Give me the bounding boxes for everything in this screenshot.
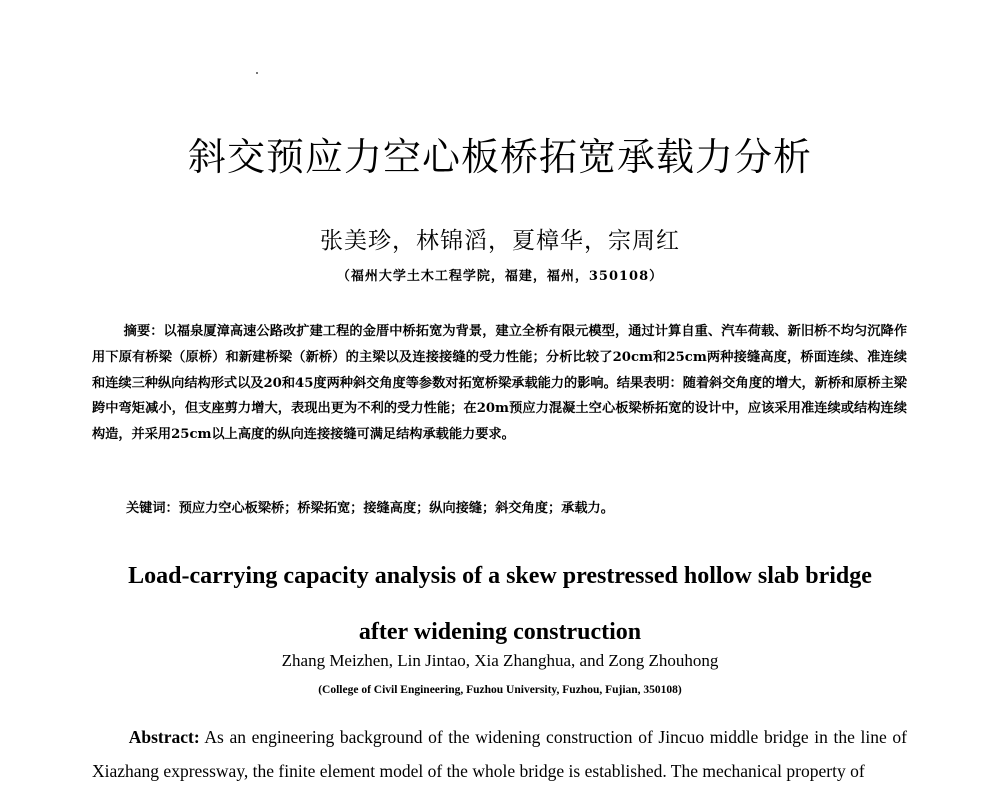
english-title [0, 548, 1000, 660]
scan-speck [256, 72, 258, 74]
english-abstract-label: Abstract: [128, 727, 200, 747]
chinese-abstract-text: 以福泉厦漳高速公路改扩建工程的金厝中桥拓宽为背景，建立全桥有限元模型，通过计算自重、汽车荷载、新旧桥不均匀沉降作用下原有桥梁（原桥）和新建桥梁（新桥）的主梁以及连接接缝的受力性能；分析比较了20cm和25cm两种接缝高度，桥面连续、准连续和连续三种纵向结构形式以及20和45度两种斜交角度等参数对拓宽桥梁承载能力的影响。结果表明：随着斜交角度的增大，新桥和原桥主梁跨中弯矩减小，但支座剪力增大，表现出更为不利的受力性能；在20m预应力混凝土空心板梁桥拓宽的设计中，应该采用准连续或结构连续构造，并采用25cm以上高度的纵向连接接缝可满足结构承载能力要求。 [92, 324, 908, 443]
english-title-line1: Load-carrying capacity analysis of a skew prestressed hollow slab bridge [128, 563, 872, 589]
english-title-line2: after widening construction [358, 619, 642, 645]
chinese-abstract [92, 319, 907, 448]
chinese-abstract-label: 摘要： [123, 324, 164, 339]
english-abstract-text: As an engineering background of the widening construction of Jincuo middle bridge in the line of Xiazhang expressway, the finite element model of the whole bridge is established. The mechanical property of [92, 727, 907, 781]
chinese-keywords-label: 关键词： [126, 501, 179, 516]
chinese-keywords [126, 497, 906, 516]
english-authors: Zhang Meizhen, Lin Jintao, Xia Zhanghua, and Zong Zhouhong [281, 651, 719, 670]
english-abstract [92, 720, 907, 788]
chinese-keywords-text: 预应力空心板梁桥；桥梁拓宽；接缝高度；纵向接缝；斜交角度；承载力。 [178, 501, 614, 516]
english-affiliation: (College of Civil Engineering, Fuzhou University, Fuzhou, Fujian, 350108) [318, 684, 682, 696]
chinese-affiliation: （福州大学土木工程学院，福建，福州，350108） [336, 269, 664, 284]
chinese-title: 斜交预应力空心板桥拓宽承载力分析 [187, 135, 812, 179]
chinese-authors: 张美珍，林锦滔，夏樟华，宗周红 [320, 228, 680, 254]
